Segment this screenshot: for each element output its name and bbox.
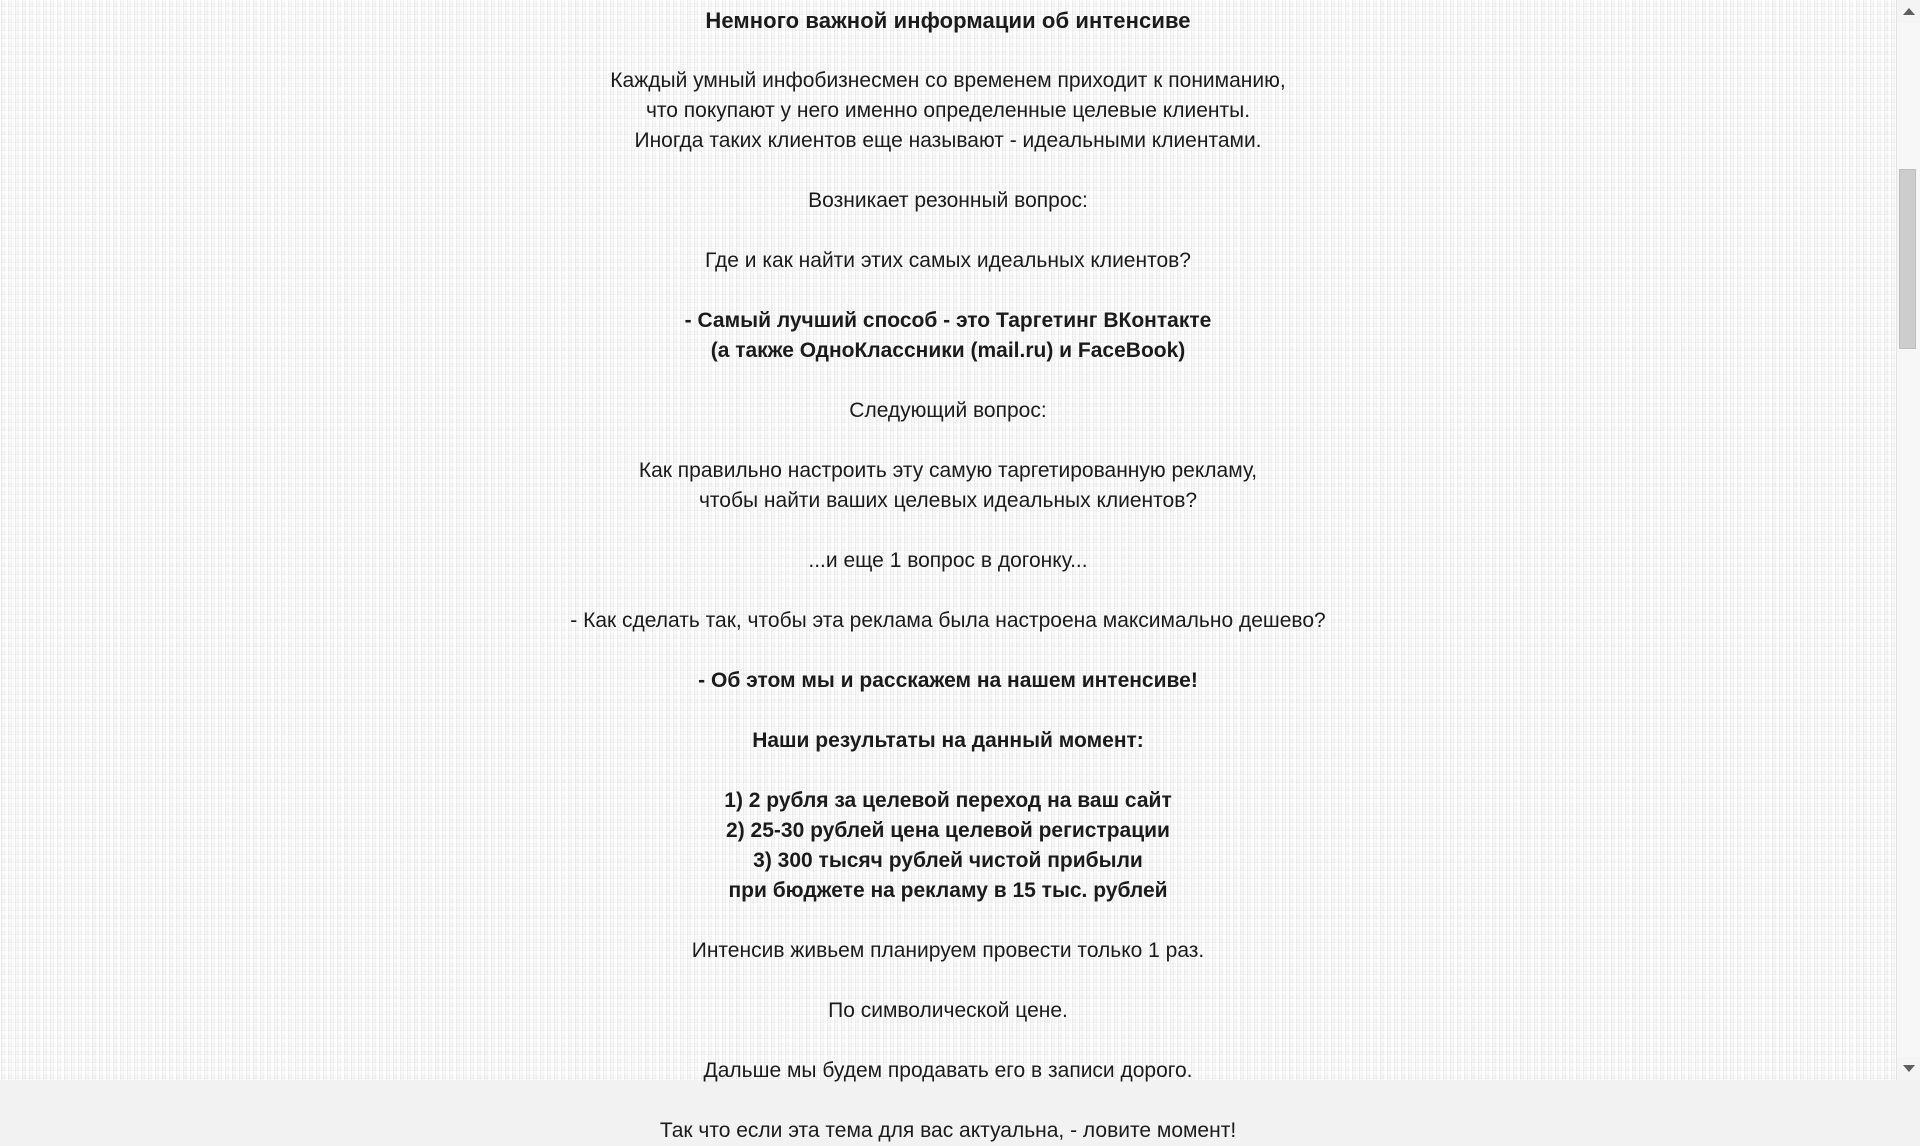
paragraph-answer-one [0, 306, 1896, 366]
paragraph-question-lead [0, 186, 1896, 216]
text-line: Следующий вопрос: [849, 399, 1047, 422]
spacer [0, 696, 1896, 726]
text-line: Дальше мы будем продавать его в записи дорого. [703, 1059, 1193, 1082]
text-line: Интенсив живьем планируем провести только 1 раз. [691, 939, 1205, 962]
paragraph-call-to-action [0, 1116, 1896, 1146]
text-line: чтобы найти ваших целевых идеальных клиентов? [698, 489, 1198, 512]
text-line: Где и как найти этих самых идеальных клиентов? [705, 249, 1191, 272]
paragraph-intro [0, 66, 1896, 156]
paragraph-question-two [0, 456, 1896, 516]
spacer [0, 756, 1896, 786]
spacer [0, 1086, 1896, 1116]
spacer [0, 216, 1896, 246]
scroll-down-arrow-icon [1903, 1065, 1915, 1072]
spacer [0, 636, 1896, 666]
paragraph-question-one [0, 246, 1896, 276]
spacer [0, 516, 1896, 546]
paragraph-symbolic-price [0, 996, 1896, 1026]
text-line: что покупают у него именно определенные целевые клиенты. [645, 99, 1251, 122]
spacer [0, 426, 1896, 456]
page-title [0, 6, 1896, 36]
text-line: - Об этом мы и расскажем на нашем интенсиве! [698, 669, 1198, 692]
list-item: при бюджете на рекламу в 15 тыс. рублей [728, 879, 1168, 902]
text-line: Так что если эта тема для вас актуальна, - ловите момент! [659, 1119, 1237, 1142]
spacer [0, 1026, 1896, 1056]
list-item: 1) 2 рубля за целевой переход на ваш сайт [724, 789, 1172, 812]
spacer [0, 156, 1896, 186]
vertical-scrollbar[interactable] [1896, 0, 1920, 1080]
text-line: Каждый умный инфобизнесмен со временем приходит к пониманию, [610, 69, 1286, 92]
heading-results [0, 726, 1896, 756]
text-line: Наши результаты на данный момент: [752, 729, 1144, 752]
text-line: Как правильно настроить эту самую таргетированную рекламу, [638, 459, 1258, 482]
text-line: Возникает резонный вопрос: [808, 189, 1088, 212]
scroll-up-arrow-icon [1903, 8, 1915, 15]
text-line: Иногда таких клиентов еще называют - идеальными клиентами. [634, 129, 1262, 152]
paragraph-answer-promise [0, 666, 1896, 696]
text-line: (а также ОдноКлассники (mail.ru) и FaceBook) [710, 339, 1186, 362]
paragraph-question-three [0, 606, 1896, 636]
scrollbar-track[interactable] [1897, 23, 1920, 1057]
spacer [0, 966, 1896, 996]
spacer [0, 576, 1896, 606]
text-line: - Самый лучший способ - это Таргетинг ВКонтакте [684, 309, 1212, 332]
spacer [0, 906, 1896, 936]
text-line: По символической цене. [828, 999, 1068, 1022]
scroll-up-button[interactable] [1897, 0, 1920, 23]
page-title-text: Немного важной информации об интенсиве [705, 8, 1191, 33]
text-line: - Как сделать так, чтобы эта реклама была настроена максимально дешево? [570, 609, 1326, 632]
scroll-down-button[interactable] [1897, 1057, 1920, 1080]
paragraph-extra-question-lead [0, 546, 1896, 576]
list-item: 3) 300 тысяч рублей чистой прибыли [753, 849, 1143, 872]
spacer [0, 36, 1896, 66]
list-item: 2) 25-30 рублей цена целевой регистрации [726, 819, 1170, 842]
scrollbar-thumb[interactable] [1899, 169, 1916, 349]
spacer [0, 366, 1896, 396]
paragraph-later-expensive [0, 1056, 1896, 1086]
list-results [0, 786, 1896, 906]
spacer [0, 276, 1896, 306]
paragraph-live-once [0, 936, 1896, 966]
paragraph-next-question-lead [0, 396, 1896, 426]
text-line: ...и еще 1 вопрос в догонку... [808, 549, 1088, 572]
